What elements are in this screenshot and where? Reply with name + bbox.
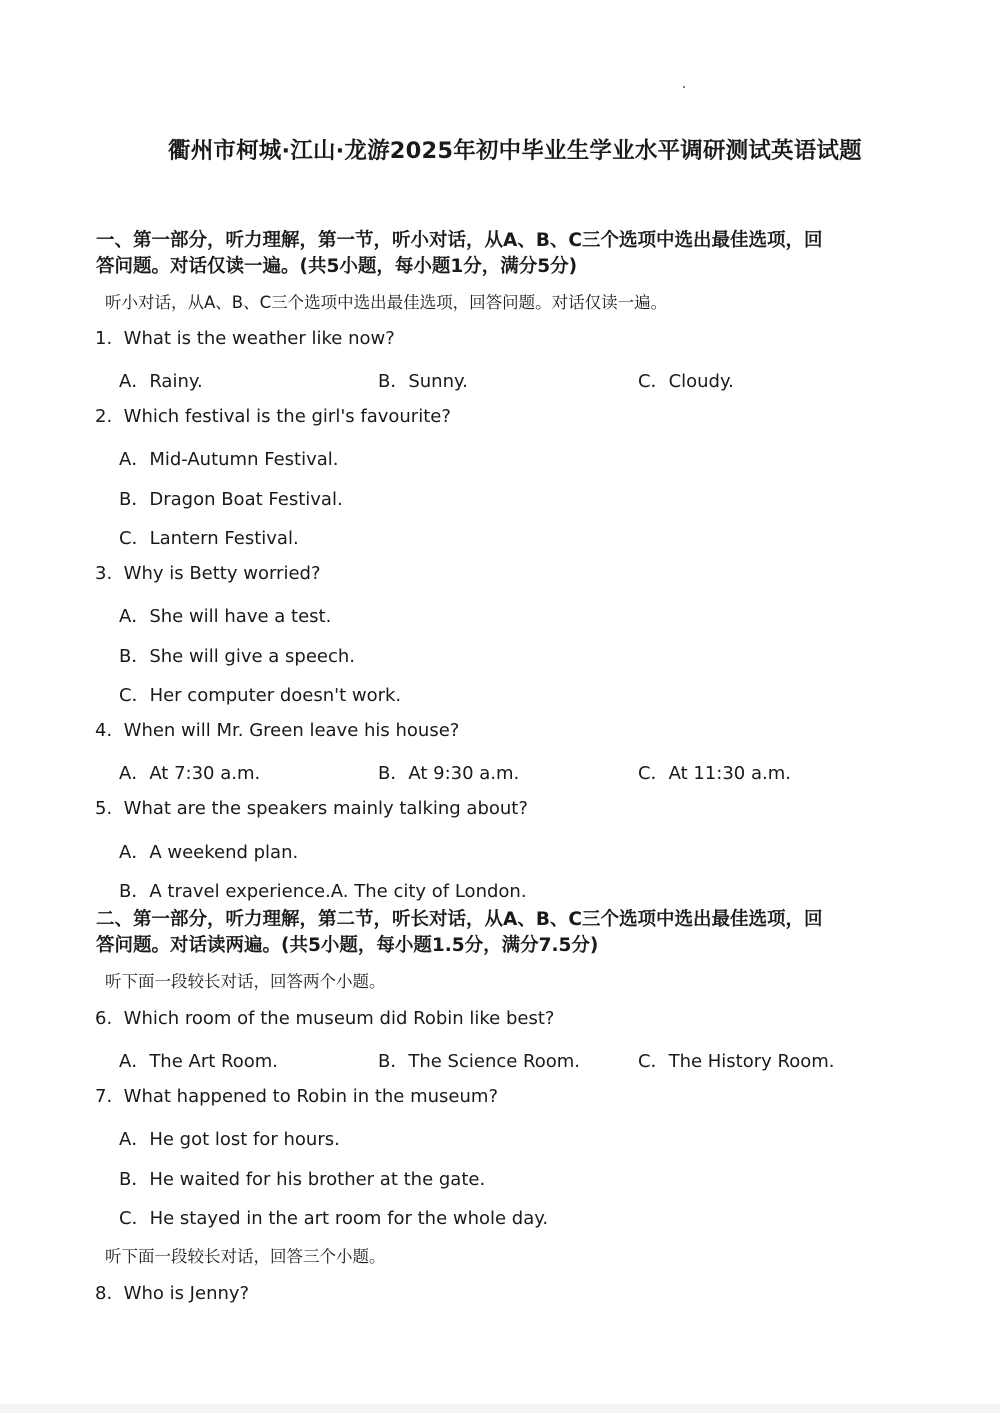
option-a: A．At 7:30 a.m.	[119, 763, 261, 784]
option-b: B．Sunny.	[378, 371, 468, 392]
option-b: B．At 9:30 a.m.	[378, 763, 520, 784]
option-c: C．He stayed in the art room for the whole day.	[119, 1208, 549, 1229]
question-text: When will Mr. Green leave his house?	[123, 720, 460, 741]
question-text: What happened to Robin in the museum?	[123, 1086, 498, 1107]
section1-heading	[96, 228, 926, 280]
question-text: Which festival is the girl's favourite?	[123, 406, 451, 427]
question-number: 3.	[95, 563, 118, 584]
question-8	[95, 1283, 249, 1304]
option-a: A．He got lost for hours.	[119, 1129, 340, 1150]
option-c: C．Cloudy.	[638, 371, 734, 392]
section1-heading-line1: 一、第一部分，听力理解，第一节，听小对话，从A、B、C三个选项中选出最佳选项，回	[96, 230, 823, 251]
option-c: C．The History Room.	[638, 1051, 835, 1072]
question-text: Which room of the museum did Robin like best?	[123, 1008, 555, 1029]
section1-intro: 听小对话，从A、B、C三个选项中选出最佳选项，回答问题。对话仅读一遍。	[105, 293, 668, 312]
option-b: B．She will give a speech.	[119, 646, 356, 667]
page-bottom-edge	[0, 1404, 1000, 1413]
option-a: A．A weekend plan.	[119, 842, 299, 863]
section2-heading-line1: 二、第一部分，听力理解，第二节，听长对话，从A、B、C三个选项中选出最佳选项，回	[96, 909, 823, 930]
question-number: 2.	[95, 406, 118, 427]
question-6	[95, 1008, 554, 1029]
section2-heading-line2: 答问题。对话读两遍。(共5小题，每小题1.5分，满分7.5分)	[96, 935, 599, 956]
option-a: A．Rainy.	[119, 371, 203, 392]
question-number: 5.	[95, 798, 118, 819]
question-7	[95, 1086, 498, 1107]
option-a: A．The Art Room.	[119, 1051, 278, 1072]
question-text: What are the speakers mainly talking about?	[123, 798, 528, 819]
question-1	[95, 328, 395, 349]
section2-intro-two-questions: 听下面一段较长对话，回答两个小题。	[105, 972, 386, 991]
question-2	[95, 406, 451, 427]
option-c: C．Lantern Festival.	[119, 528, 299, 549]
section2-intro-three-questions: 听下面一段较长对话，回答三个小题。	[105, 1247, 386, 1266]
question-text: What is the weather like now?	[123, 328, 395, 349]
option-b: B．A travel experience.A. The city of London.	[119, 881, 527, 902]
option-a: A．Mid-Autumn Festival.	[119, 449, 339, 470]
option-a: A．She will have a test.	[119, 606, 332, 627]
question-number: 6.	[95, 1008, 118, 1029]
option-c: C．At 11:30 a.m.	[638, 763, 791, 784]
question-text: Why is Betty worried?	[123, 563, 321, 584]
question-text: Who is Jenny?	[123, 1283, 250, 1304]
question-5	[95, 798, 528, 819]
option-c: C．Her computer doesn't work.	[119, 685, 402, 706]
question-number: 7.	[95, 1086, 118, 1107]
exam-title: 衢州市柯城·江山·龙游2025年初中毕业生学业水平调研测试英语试题	[168, 138, 862, 164]
option-b: B．The Science Room.	[378, 1051, 581, 1072]
question-number: 4.	[95, 720, 118, 741]
question-4	[95, 720, 459, 741]
section2-heading	[96, 907, 926, 959]
option-b: B．He waited for his brother at the gate.	[119, 1169, 486, 1190]
question-number: 1.	[95, 328, 118, 349]
speck-mark	[683, 86, 685, 88]
option-b: B．Dragon Boat Festival.	[119, 489, 343, 510]
question-number: 8.	[95, 1283, 118, 1304]
question-3	[95, 563, 321, 584]
section1-heading-line2: 答问题。对话仅读一遍。(共5小题，每小题1分，满分5分)	[96, 256, 578, 277]
